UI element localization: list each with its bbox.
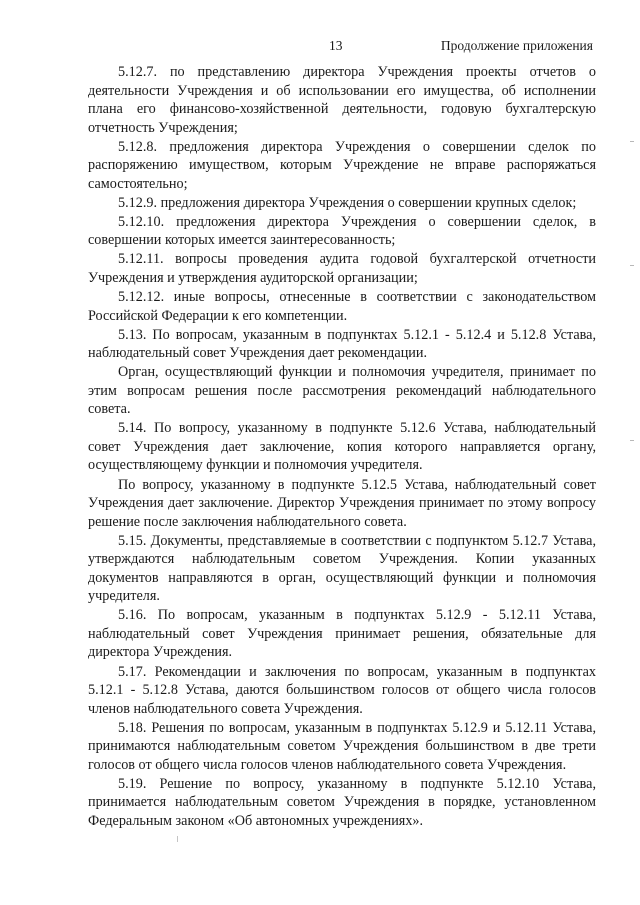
scan-margin-mark [630, 265, 634, 266]
paragraph-5-14-second: По вопросу, указанному в подпункте 5.12.5 Устава, наблюдательный совет Учреждения дает заключение. Директор Учреждения принимает по этому вопросу решение после заключения наблюдательного совета. [88, 476, 596, 530]
scan-margin-mark [630, 141, 634, 142]
paragraph-5-12-9: 5.12.9. предложения директора Учреждения о совершении крупных сделок; [118, 194, 577, 211]
paragraph-5-12-10: 5.12.10. предложения директора Учреждения о совершении сделок, в совершении которых имеется заинтересованность; [88, 213, 596, 249]
paragraph-5-13-organ: Орган, осуществляющий функции и полномочия учредителя, принимает по этим вопросам решения после рассмотрения рекомендаций наблюдательного совета. [88, 364, 596, 418]
scan-artifact-mark [177, 836, 178, 842]
paragraph-5-12-12: 5.12.12. иные вопросы, отнесенные в соответствии с законодательством Российской Федерации к его компетенции. [88, 289, 596, 324]
paragraph-5-12-8: 5.12.8. предложения директора Учреждения о совершении сделок по распоряжению имуществом, которым Учреждение не вправе распоряжаться самостоятельно; [88, 138, 596, 192]
paragraph-5-12-11: 5.12.11. вопросы проведения аудита годовой бухгалтерской отчетности Учреждения и утверждения аудиторской организации; [88, 251, 596, 287]
paragraph-5-13: 5.13. По вопросам, указанным в подпунктах 5.12.1 - 5.12.4 и 5.12.8 Устава, наблюдательный совет Учреждения дает рекомендации. [88, 326, 596, 362]
paragraph-5-19: 5.19. Решение по вопросу, указанному в подпункте 5.12.10 Устава, принимается наблюдательным советом Учреждения в порядке, установленном Федеральным законом «Об автономных учреждениях». [88, 775, 596, 829]
paragraph-5-14: 5.14. По вопросу, указанному в подпункте 5.12.6 Устава, наблюдательный совет Учреждения дает заключение, копия которого направляется органу, осуществляющему функции и полномочия учредителя. [88, 420, 596, 474]
page-header [0, 38, 640, 58]
page-number: 13 [329, 38, 343, 53]
document-body [88, 63, 596, 830]
paragraph-5-17: 5.17. Рекомендации и заключения по вопросам, указанным в подпунктах 5.12.1 - 5.12.8 Устава, даются большинством голосов от общего числа голосов членов наблюдательного совета Учреждения. [88, 663, 596, 717]
paragraph-5-16: 5.16. По вопросам, указанным в подпунктах 5.12.9 - 5.12.11 Устава, наблюдательный совет Учреждения принимает решения, обязательные для директора Учреждения. [88, 607, 596, 661]
scan-margin-mark [630, 440, 634, 441]
paragraph-5-15: 5.15. Документы, представляемые в соответствии с подпунктом 5.12.7 Устава, утверждаются наблюдательным советом Учреждения. Копии указанных документов направляются в орган, осуществляющий функции и полномочия учредителя. [88, 532, 596, 605]
paragraph-5-18: 5.18. Решения по вопросам, указанным в подпунктах 5.12.9 и 5.12.11 Устава, принимаются наблюдательным советом Учреждения большинством в две трети голосов от общего числа голосов членов наблюдательного совета Учреждения. [88, 719, 596, 773]
paragraph-5-12-7: 5.12.7. по представлению директора Учреждения проекты отчетов о деятельности Учреждения и об использовании его имущества, об исполнении плана его финансово-хозяйственной деятельности, годовую бухгалтерскую отчетность Учреждения; [88, 64, 596, 136]
header-note: Продолжение приложения [440, 38, 593, 53]
